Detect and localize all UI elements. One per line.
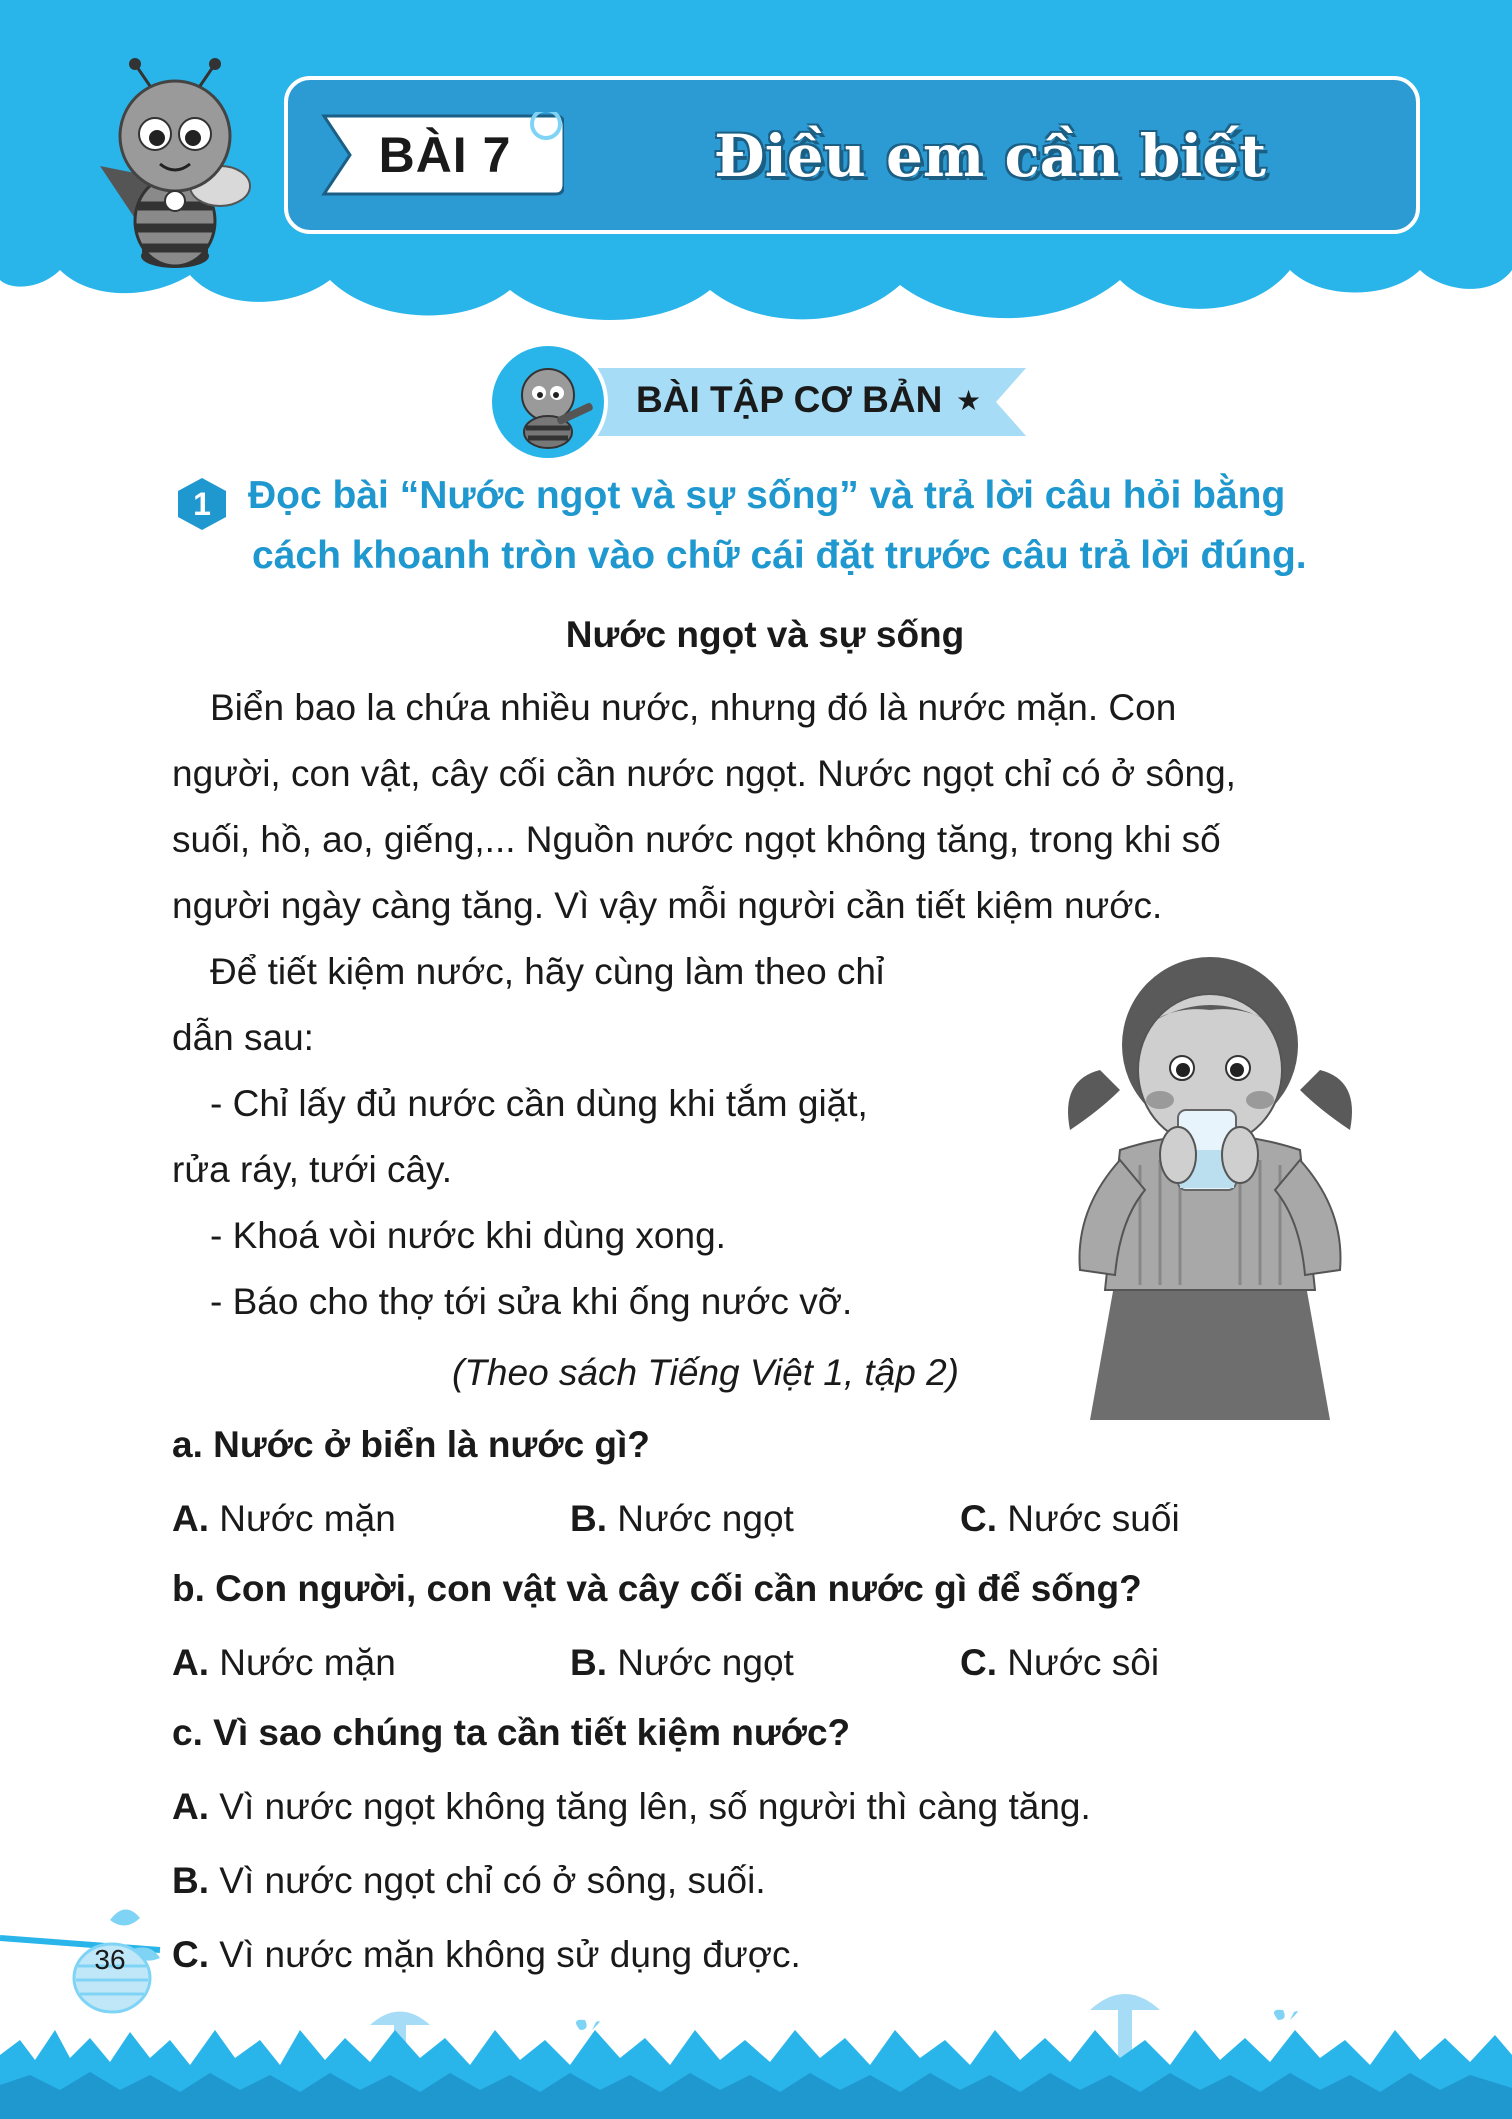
- option-letter: A.: [172, 1786, 209, 1827]
- passage-line: Biển bao la chứa nhiều nước, nhưng đó là nước mặn. Con: [210, 687, 1177, 728]
- option-letter: C.: [960, 1642, 997, 1683]
- passage-line: - Báo cho thợ tới sửa khi ống nước vỡ.: [210, 1281, 853, 1322]
- passage-line: người, con vật, cây cối cần nước ngọt. Nước ngọt chỉ có ở sông,: [172, 753, 1236, 794]
- option-letter: C.: [172, 1934, 209, 1975]
- option-letter: B.: [570, 1498, 607, 1539]
- option-letter: B.: [172, 1860, 209, 1901]
- section-badge: [486, 340, 1026, 464]
- page-number: 36: [94, 1944, 126, 1975]
- passage-line: dẫn sau:: [172, 1017, 314, 1058]
- passage-title: Nước ngọt và sự sống: [565, 614, 965, 655]
- answer-option[interactable]: [172, 1786, 1091, 1828]
- option-text: Nước mặn: [209, 1498, 396, 1539]
- question-number-wrap: [174, 476, 230, 532]
- lesson-tag-text-container: [330, 112, 560, 198]
- option-letter: C.: [960, 1498, 997, 1539]
- lesson-label: BÀI 7: [378, 127, 512, 183]
- option-letter: B.: [570, 1642, 607, 1683]
- option-text: Vì nước ngọt không tăng lên, số người thì càng tăng.: [209, 1786, 1091, 1827]
- sub-question-c: c. Vì sao chúng ta cần tiết kiệm nước?: [172, 1712, 851, 1753]
- option-text: Nước ngọt: [607, 1498, 794, 1539]
- answer-option[interactable]: [570, 1642, 794, 1684]
- sub-question-a: a. Nước ở biển là nước gì?: [172, 1424, 650, 1465]
- passage-line: - Khoá vòi nước khi dùng xong.: [210, 1215, 726, 1256]
- option-letter: A.: [172, 1498, 209, 1539]
- option-text: Nước suối: [997, 1498, 1180, 1539]
- question-number: 1: [193, 485, 211, 522]
- answer-option[interactable]: [960, 1498, 1180, 1540]
- option-text: Vì nước mặn không sử dụng được.: [209, 1934, 801, 1975]
- girl-drinking-water-illustration: [1060, 950, 1360, 1420]
- passage-line: - Chỉ lấy đủ nước cần dùng khi tắm giặt,: [210, 1083, 868, 1124]
- answer-option[interactable]: [570, 1498, 794, 1540]
- passage-line: người ngày càng tăng. Vì vậy mỗi người cần tiết kiệm nước.: [172, 885, 1163, 926]
- question-instruction-line-2: cách khoanh tròn vào chữ cái đặt trước câu trả lời đúng.: [252, 534, 1307, 577]
- option-text: Vì nước ngọt chỉ có ở sông, suối.: [209, 1860, 766, 1901]
- option-letter: A.: [172, 1642, 209, 1683]
- answer-option[interactable]: [172, 1498, 396, 1540]
- footer-grass-decoration: [0, 1880, 1512, 2119]
- passage-line: suối, hồ, ao, giếng,... Nguồn nước ngọt không tăng, trong khi số: [172, 819, 1221, 860]
- passage-line: rửa ráy, tưới cây.: [172, 1149, 453, 1190]
- bee-mascot-illustration: [80, 56, 260, 276]
- option-text: Nước ngọt: [607, 1642, 794, 1683]
- page-title: Điều em cần biết: [714, 122, 1266, 190]
- option-text: Nước mặn: [209, 1642, 396, 1683]
- option-text: Nước sôi: [997, 1642, 1160, 1683]
- sub-question-b: b. Con người, con vật và cây cối cần nước gì để sống?: [172, 1568, 1142, 1609]
- answer-option[interactable]: [960, 1642, 1159, 1684]
- section-label: BÀI TẬP CƠ BẢN: [636, 379, 943, 420]
- answer-option[interactable]: [172, 1642, 396, 1684]
- passage-line: Để tiết kiệm nước, hãy cùng làm theo chỉ: [210, 951, 885, 992]
- question-instruction-line-1: Đọc bài “Nước ngọt và sự sống” và trả lời câu hỏi bằng: [248, 474, 1286, 517]
- star-icon: ★: [956, 384, 982, 417]
- passage-source: (Theo sách Tiếng Việt 1, tập 2): [452, 1352, 959, 1393]
